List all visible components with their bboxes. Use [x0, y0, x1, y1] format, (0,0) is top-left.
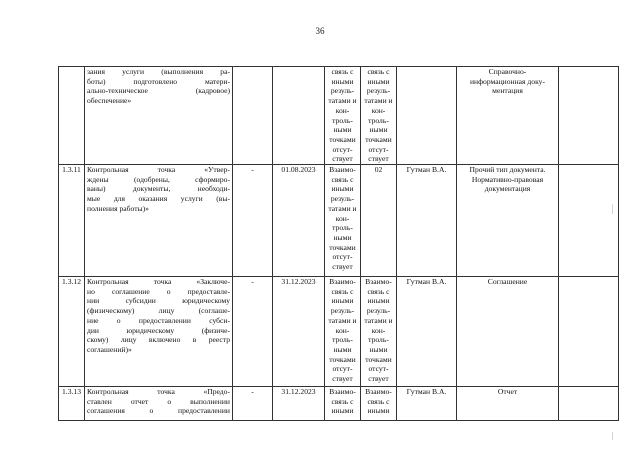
link-line: кон- — [335, 325, 350, 335]
doc-line: Прочий тип документа. — [469, 165, 546, 175]
link-line: точками — [365, 134, 392, 144]
responsible-cell: Гутман В.А. — [397, 165, 457, 277]
responsible-cell: Гутман В.А. — [397, 277, 457, 387]
doc-line: Справочно- — [488, 67, 527, 76]
name-line: Контрольная точка «Предо- — [87, 387, 230, 397]
link-line: отсут- — [368, 144, 389, 154]
link-line: резуль- — [366, 306, 391, 316]
link-line: Взаимо- — [329, 387, 356, 397]
doc-line: документация — [484, 184, 531, 194]
link-line: ствует — [332, 374, 353, 384]
control-point-name-cell — [85, 277, 233, 387]
link-line: ствует — [368, 374, 389, 384]
link-line: точками — [329, 354, 356, 364]
successor-link-cell — [361, 277, 397, 387]
name-line: ние о предоставлении субси- — [87, 315, 230, 325]
link-line: связь с — [367, 286, 390, 296]
link-line: кон- — [335, 105, 350, 115]
link-line: кон- — [371, 105, 386, 115]
link-line: иными — [331, 296, 354, 306]
name-line: ваны) документы, необходи- — [87, 184, 230, 194]
link-line: иными — [331, 406, 354, 416]
name-line: соглашений)» — [87, 344, 132, 354]
control-point-name-cell — [85, 165, 233, 277]
doc-line: информационная доку- — [469, 76, 546, 86]
predecessor-link-cell — [325, 67, 361, 165]
link-line: иными — [331, 76, 354, 86]
name-line: мые для оказания услуги (вы- — [87, 194, 230, 204]
link-line: Взаимо- — [329, 277, 356, 287]
start-date-cell: - — [233, 387, 273, 421]
link-line: троль- — [368, 115, 389, 125]
link-line: связь с — [331, 174, 354, 184]
link-line: иными — [331, 184, 354, 194]
document-type-cell — [457, 67, 559, 165]
link-line: ствует — [332, 262, 353, 272]
start-date-cell — [233, 67, 273, 165]
link-line: троль- — [332, 115, 353, 125]
link-line: троль- — [368, 335, 389, 345]
link-line: связь с — [331, 396, 354, 406]
end-date-cell — [273, 67, 325, 165]
link-line: татами и — [364, 96, 393, 106]
successor-link-cell — [361, 165, 397, 277]
name-line: (физическому) лицу (соглаше- — [87, 306, 230, 316]
name-line: зания услуги (выполнения ра- — [87, 67, 230, 76]
end-date-cell: 31.12.2023 — [273, 387, 325, 421]
link-line: ствует — [368, 154, 389, 164]
link-line: отсут- — [332, 252, 353, 262]
name-line: полнения работы)» — [87, 203, 149, 213]
doc-line: ментация — [492, 86, 523, 96]
link-line: связь с — [331, 67, 354, 76]
table-row — [59, 165, 619, 277]
link-line: Взаимо- — [365, 277, 392, 287]
name-line: но соглашение о предоставле- — [87, 286, 230, 296]
control-points-table — [58, 66, 619, 421]
predecessor-link-cell — [325, 277, 361, 387]
link-line: ными — [369, 344, 388, 354]
control-point-name-cell — [85, 67, 233, 165]
name-line: скому) лицу включено в реестр — [87, 335, 230, 345]
document-type-cell — [457, 277, 559, 387]
link-line: отсут- — [332, 144, 353, 154]
link-line: отсут- — [368, 364, 389, 374]
link-line: ными — [333, 232, 352, 242]
name-line: Контрольная точка «Заключе- — [87, 277, 230, 287]
row-number-cell: 1.3.11 — [59, 165, 85, 277]
extra-cell — [559, 277, 619, 387]
scan-artifact-mark — [612, 204, 613, 214]
link-line: Взаимо- — [329, 165, 356, 175]
predecessor-link-cell — [325, 387, 361, 421]
document-type-cell — [457, 165, 559, 277]
link-line: точками — [329, 242, 356, 252]
table-row — [59, 387, 619, 421]
table-row — [59, 67, 619, 165]
name-line: ставлен отчет о выполнении — [87, 396, 230, 406]
name-line: ально-техническое (кадровое) — [87, 86, 230, 96]
link-line: ными — [369, 125, 388, 135]
link-line: связь с — [367, 396, 390, 406]
predecessor-link-cell — [325, 165, 361, 277]
link-line: татами и — [328, 315, 357, 325]
name-line: соглашения о предоставлении — [87, 406, 230, 416]
scan-artifact-mark — [612, 432, 613, 440]
link-line: татами и — [328, 96, 357, 106]
name-line: обеспечение» — [87, 96, 132, 106]
link-line: ствует — [332, 154, 353, 164]
link-line: троль- — [332, 223, 353, 233]
name-line: ждены (одобрены, сформиро- — [87, 174, 230, 184]
responsible-cell — [397, 67, 457, 165]
link-line: резуль- — [330, 306, 355, 316]
successor-link-cell — [361, 387, 397, 421]
link-line: ными — [333, 344, 352, 354]
link-line: иными — [367, 296, 390, 306]
link-line: связь с — [331, 286, 354, 296]
end-date-cell: 31.12.2023 — [273, 277, 325, 387]
extra-cell — [559, 67, 619, 165]
name-line: нии субсидии юридическому — [87, 296, 230, 306]
link-line: ными — [333, 125, 352, 135]
link-line: 02 — [374, 165, 383, 175]
link-line: Взаимо- — [365, 387, 392, 397]
link-line: резуль- — [330, 194, 355, 204]
link-line: отсут- — [332, 364, 353, 374]
link-line: связь с — [367, 67, 390, 76]
name-line: боты) подготовлено матери- — [87, 76, 230, 86]
link-line: кон- — [335, 213, 350, 223]
start-date-cell: - — [233, 277, 273, 387]
doc-line: Нормативно-правовая — [471, 174, 544, 184]
link-line: резуль- — [366, 86, 391, 96]
page-number: 36 — [315, 26, 325, 36]
responsible-cell: Гутман В.А. — [397, 387, 457, 421]
control-point-name-cell — [85, 387, 233, 421]
name-line: Контрольная точка «Утвер- — [87, 165, 230, 175]
link-line: резуль- — [330, 86, 355, 96]
link-line: иными — [367, 406, 390, 416]
extra-cell — [559, 387, 619, 421]
link-line: троль- — [332, 335, 353, 345]
document-type-cell — [457, 387, 559, 421]
link-line: иными — [367, 76, 390, 86]
link-line: точками — [365, 354, 392, 364]
row-number-cell: 1.3.13 — [59, 387, 85, 421]
end-date-cell: 01.08.2023 — [273, 165, 325, 277]
row-number-cell — [59, 67, 85, 165]
doc-line: Соглашение — [487, 277, 528, 287]
row-number-cell: 1.3.12 — [59, 277, 85, 387]
link-line: татами и — [364, 315, 393, 325]
name-line: дии юридическому (физиче- — [87, 325, 230, 335]
link-line: точками — [329, 134, 356, 144]
start-date-cell: - — [233, 165, 273, 277]
link-line: татами и — [328, 203, 357, 213]
doc-line: Отчет — [497, 387, 518, 397]
extra-cell — [559, 165, 619, 277]
link-line: кон- — [371, 325, 386, 335]
successor-link-cell — [361, 67, 397, 165]
table-row — [59, 277, 619, 387]
